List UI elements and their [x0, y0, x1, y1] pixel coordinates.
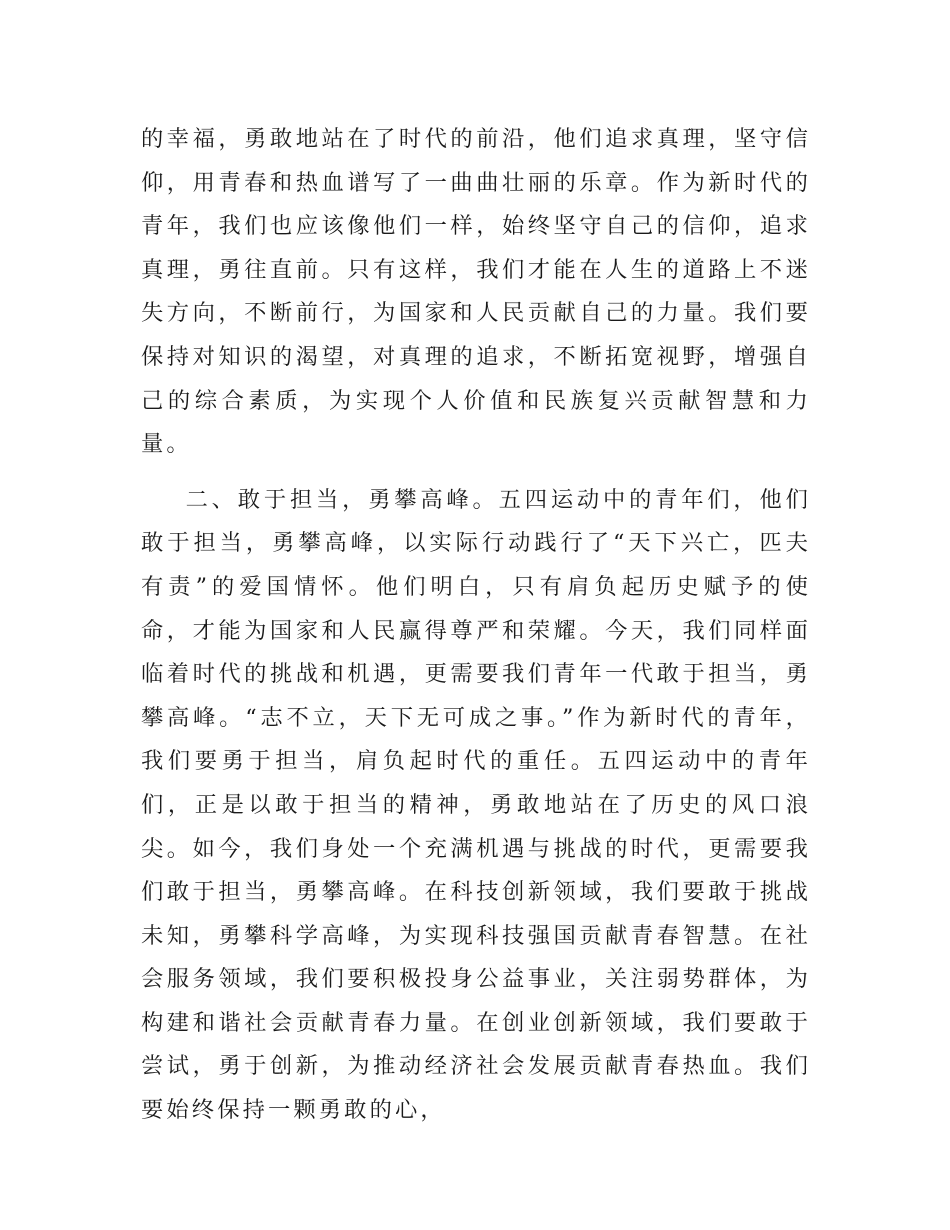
paragraph-section-two: 二、敢于担当，勇攀高峰。五四运动中的青年们，他们敢于担当，勇攀高峰，以实际行动践行了“天下兴亡，匹夫有责”的爱国情怀。他们明白，只有肩负起历史赋予的使命，才能为国家和人民赢得尊严和荣耀。今天，我们同样面临着时代的挑战和机遇，更需要我们青年一代敢于担当，勇攀高峰。“志不立，天下无可成之事。”作为新时代的青年，我们要勇于担当，肩负起时代的重任。五四运动中的青年们，正是以敢于担当的精神，勇敢地站在了历史的风口浪尖。如今，我们身处一个充满机遇与挑战的时代，更需要我们敢于担当，勇攀高峰。在科技创新领域，我们要敢于挑战未知，勇攀科学高峰，为实现科技强国贡献青春智慧。在社会服务领域，我们要积极投身公益事业，关注弱势群体，为构建和谐社会贡献青春力量。在创业创新领域，我们要敢于尝试，勇于创新，为推动经济社会发展贡献青春热血。我们要始终保持一颗勇敢的心， — [141, 486, 811, 1124]
paragraph-continuation: 的幸福，勇敢地站在了时代的前沿，他们追求真理，坚守信仰，用青春和热血谱写了一曲曲壮丽的乐章。作为新时代的青年，我们也应该像他们一样，始终坚守自己的信仰，追求真理，勇往直前。只有这样，我们才能在人生的道路上不迷失方向，不断前行，为国家和人民贡献自己的力量。我们要保持对知识的渴望，对真理的追求，不断拓宽视野，增强自己的综合素质，为实现个人价值和民族复兴贡献智慧和力量。 — [141, 126, 811, 458]
document-body — [141, 118, 811, 1133]
